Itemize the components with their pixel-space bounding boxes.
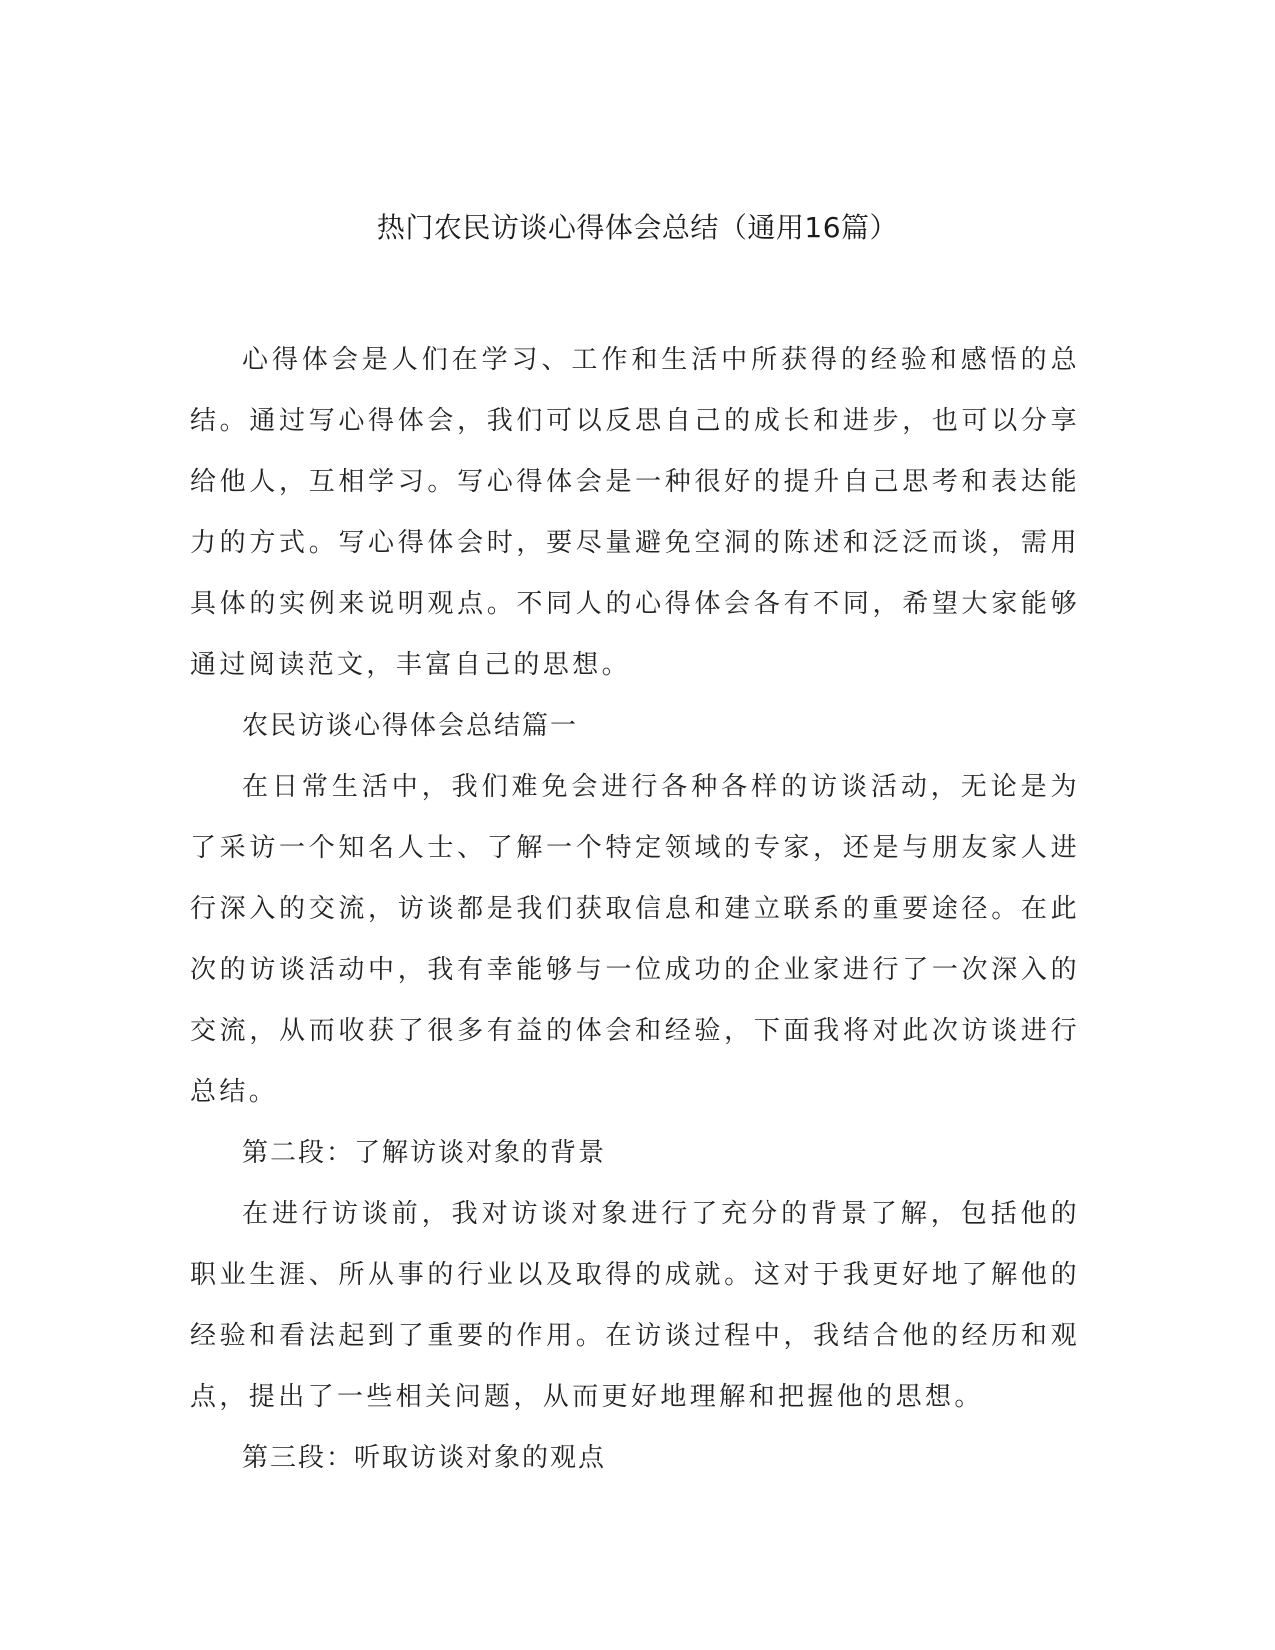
body-paragraph-part-one: 在日常生活中，我们难免会进行各种各样的访谈活动，无论是为了采访一个知名人士、了解一个特定领域的专家，还是与朋友家人进行深入的交流，访谈都是我们获取信息和建立联系的重要途径。在此次的访谈活动中，我有幸能够与一位成功的企业家进行了一次深入的交流，从而收获了很多有益的体会和经验，下面我将对此次访谈进行总结。 [190,772,1080,1107]
intro-paragraph: 心得体会是人们在学习、工作和生活中所获得的经验和感悟的总结。通过写心得体会，我们可以反思自己的成长和进步，也可以分享给他人，互相学习。写心得体会是一种很好的提升自己思考和表达能力的方式。写心得体会时，要尽量避免空洞的陈述和泛泛而谈，需用具体的实例来说明观点。不同人的心得体会各有不同，希望大家能够通过阅读范文，丰富自己的思想。 [190,345,1080,680]
section-heading-background: 第二段：了解访谈对象的背景 [242,1138,607,1168]
document-body [190,330,1080,1489]
document-title: 热门农民访谈心得体会总结（通用16篇） [376,211,899,244]
section-heading-part-one: 农民访谈心得体会总结篇一 [242,711,579,741]
section-heading-viewpoints: 第三段：听取访谈对象的观点 [242,1443,607,1473]
body-paragraph-background: 在进行访谈前，我对访谈对象进行了充分的背景了解，包括他的职业生涯、所从事的行业以及取得的成就。这对于我更好地了解他的经验和看法起到了重要的作用。在访谈过程中，我结合他的经历和观点，提出了一些相关问题，从而更好地理解和把握他的思想。 [190,1199,1080,1412]
